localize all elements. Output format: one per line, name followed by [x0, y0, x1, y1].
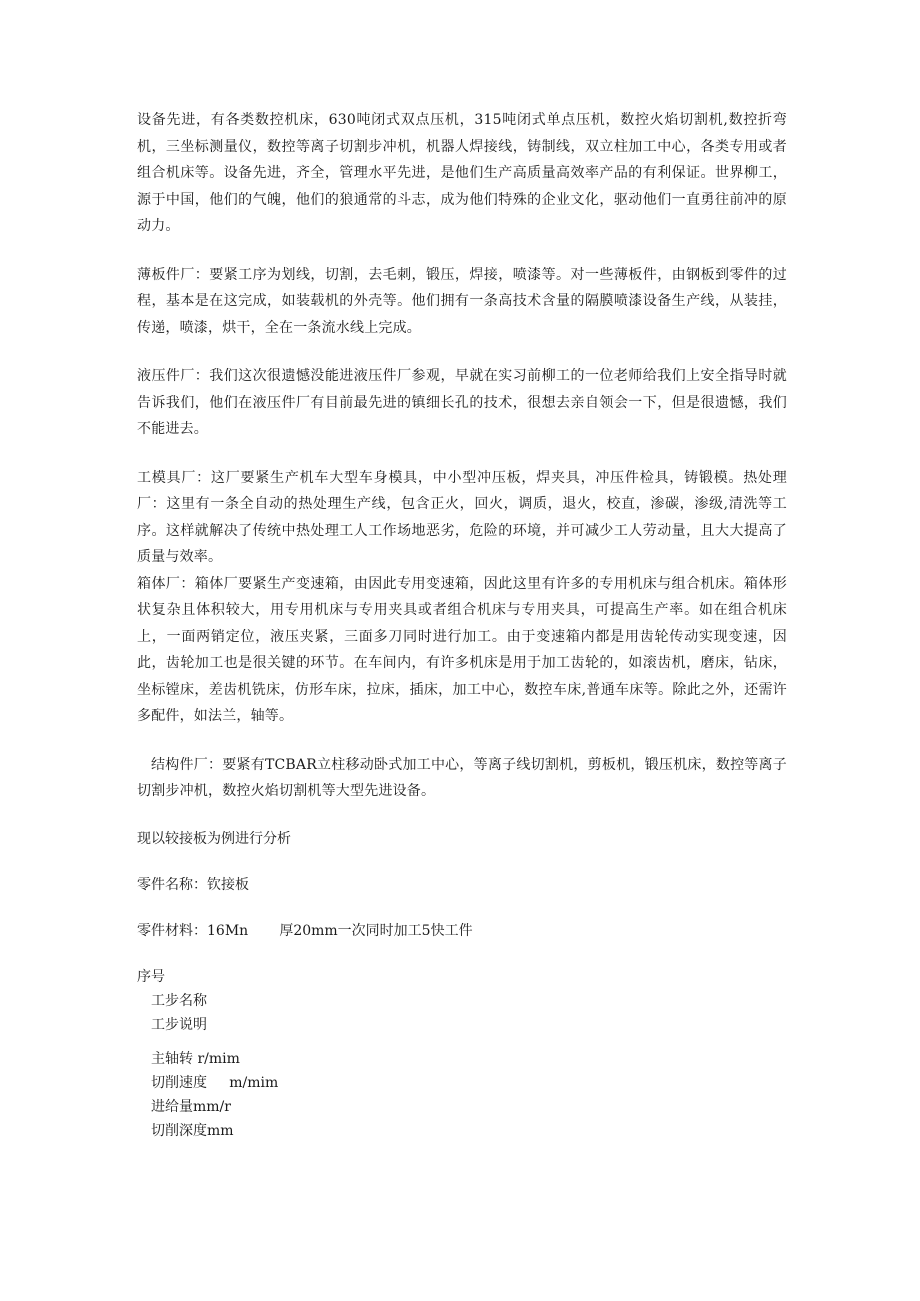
header-feed-rate: 进给量mm/r [151, 1098, 231, 1115]
header-cutting-depth: 切削深度mm [151, 1122, 234, 1139]
paragraph-structural-plant: 结构件厂：要紧有TCBAR立柱移动卧式加工中心，等离子线切割机，剪板机，锻压机床，数控等离子切割步冲机，数控火焰切割机等大型先进设备。 [137, 756, 787, 799]
header-spindle-speed: 主轴转 r/mim [151, 1050, 240, 1067]
process-table-header [137, 965, 787, 1143]
header-step-desc: 工步说明 [151, 1016, 207, 1033]
header-cutting-speed: 切削速度 m/mim [151, 1074, 279, 1091]
part-material: 零件材料：16Mn 厚20mm一次同时加工5快工件 [137, 922, 473, 939]
document-page [137, 107, 787, 1143]
header-step-name: 工步名称 [151, 992, 207, 1009]
analysis-intro: 现以较接板为例进行分析 [137, 830, 291, 847]
paragraph-equipment: 设备先进，有各类数控机床，630吨闭式双点压机，315吨闭式单点压机，数控火焰切割机,数控折弯机，三坐标测量仪，数控等离子切割步冲机，机器人焊接线，铸制线，双立柱加工中心，各类专用或者组合机床等。设备先进，齐全，管理水平先进，是他们生产高质量高效率产品的有利保证。世界柳工，源于中国，他们的气魄，他们的狼通常的斗志，成为他们特殊的企业文化，驱动他们一直勇往前冲的原动力。 [137, 112, 787, 234]
header-seq: 序号 [137, 968, 165, 985]
paragraph-hydraulic-plant: 液压件厂：我们这次很遗憾没能进液压件厂参观，早就在实习前柳工的一位老师给我们上安全指导时就告诉我们，他们在液压件厂有目前最先进的镇细长孔的技术，很想去亲自领会一下，但是很遗憾，我们不能进去。 [137, 368, 787, 437]
paragraph-tooling-plant: 工模具厂：这厂要紧生产机车大型车身模具，中小型冲压板，焊夹具，冲压件检具，铸锻模。热处理厂：这里有一条全自动的热处理生产线，包含正火，回火，调质，退火，校直，渗碳，渗级,清洗等工序。这样就解决了传统中热处理工人工作场地恶劣，危险的环境，并可减少工人劳动量，且大大提高了质量与效率。 [137, 469, 787, 565]
paragraph-gearbox-plant: 箱体厂：箱体厂要紧生产变速箱，由因此专用变速箱，因此这里有许多的专用机床与组合机床。箱体形状复杂且体积较大，用专用机床与专用夹具或者组合机床与专用夹具，可提高生产率。如在组合机床上，一面两销定位，液压夹紧，三面多刀同时进行加工。由于变速箱内都是用齿轮传动实现变速，因此，齿轮加工也是很关键的环节。在车间内，有许多机床是用于加工齿轮的，如滚齿机，磨床，钻床，坐标镗床，差齿机铣床，仿形车床，拉床，插床，加工中心，数控车床,普通车床等。除此之外，还需许多配件，如法兰，轴等。 [137, 575, 787, 724]
paragraph-sheet-metal-plant: 薄板件厂：要紧工序为划线，切割，去毛刺，锻压，焊接，喷漆等。对一些薄板件，由钢板到零件的过程，基本是在这完成，如装载机的外壳等。他们拥有一条高技术含量的隔膜喷漆设备生产线，从装挂，传递，喷漆，烘干，全在一条流水线上完成。 [137, 266, 787, 336]
part-name: 零件名称：钦接板 [137, 876, 249, 893]
